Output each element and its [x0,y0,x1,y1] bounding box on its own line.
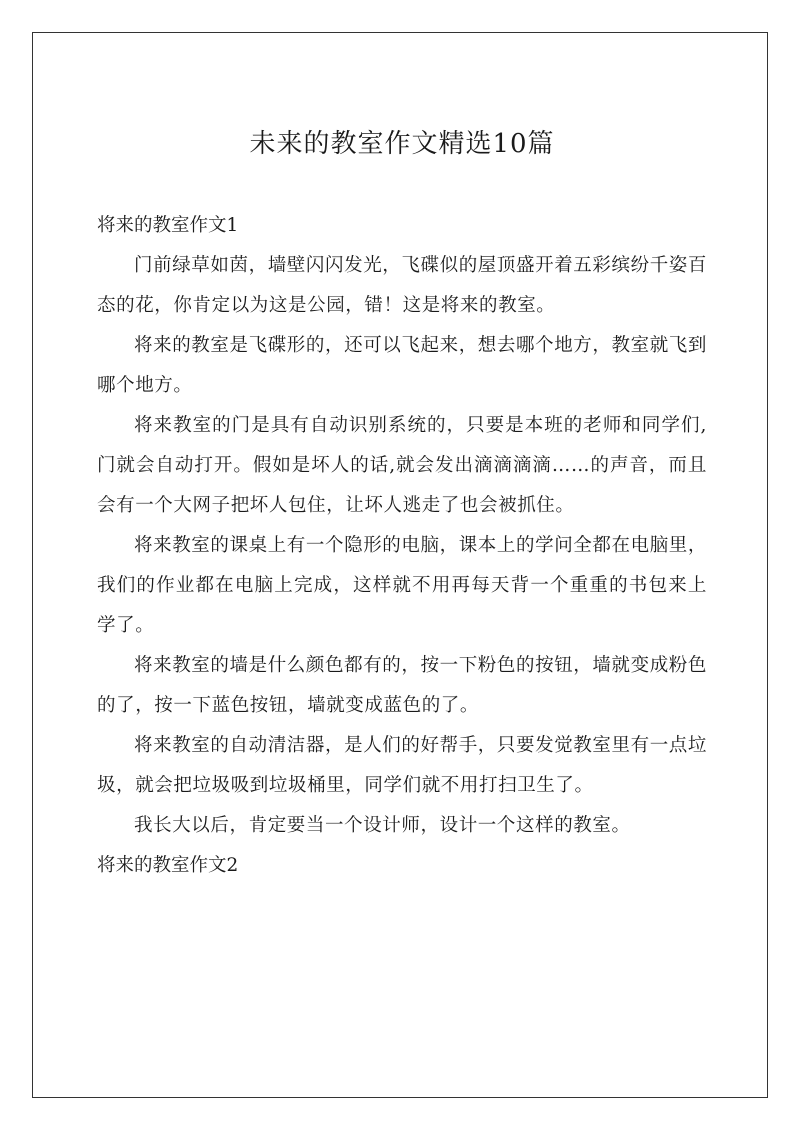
document-body [97,120,707,886]
paragraph-1: 门前绿草如茵，墙壁闪闪发光，飞碟似的屋顶盛开着五彩缤纷千姿百态的花，你肯定以为这是公园，错！这是将来的教室。 [97,255,708,316]
paragraph-4: 将来教室的课桌上有一个隐形的电脑，课本上的学问全都在电脑里，我们的作业都在电脑上完成，这样就不用再每天背一个重重的书包来上学了。 [97,535,708,636]
paragraph-3: 将来教室的门是具有自动识别系统的，只要是本班的老师和同学们,门就会自动打开。假如是坏人的话,就会发出滴滴滴滴……的声音，而且会有一个大网子把坏人包住，让坏人逃走了也会被抓住。 [97,415,707,516]
paragraph-2: 将来的教室是飞碟形的，还可以飞起来，想去哪个地方，教室就飞到哪个地方。 [97,335,708,396]
paragraph-6: 将来教室的自动清洁器，是人们的好帮手，只要发觉教室里有一点垃圾，就会把垃圾吸到垃圾桶里，同学们就不用打扫卫生了。 [97,735,708,796]
section-heading-2: 将来的教室作文2 [97,855,239,876]
paragraph-7: 我长大以后，肯定要当一个设计师，设计一个这样的教室。 [134,815,631,836]
document-title: 未来的教室作文精选10篇 [249,129,555,159]
paragraph-5: 将来教室的墙是什么颜色都有的，按一下粉色的按钮，墙就变成粉色的了，按一下蓝色按钮，墙就变成蓝色的了。 [97,655,708,716]
section-heading-1: 将来的教室作文1 [97,215,239,236]
